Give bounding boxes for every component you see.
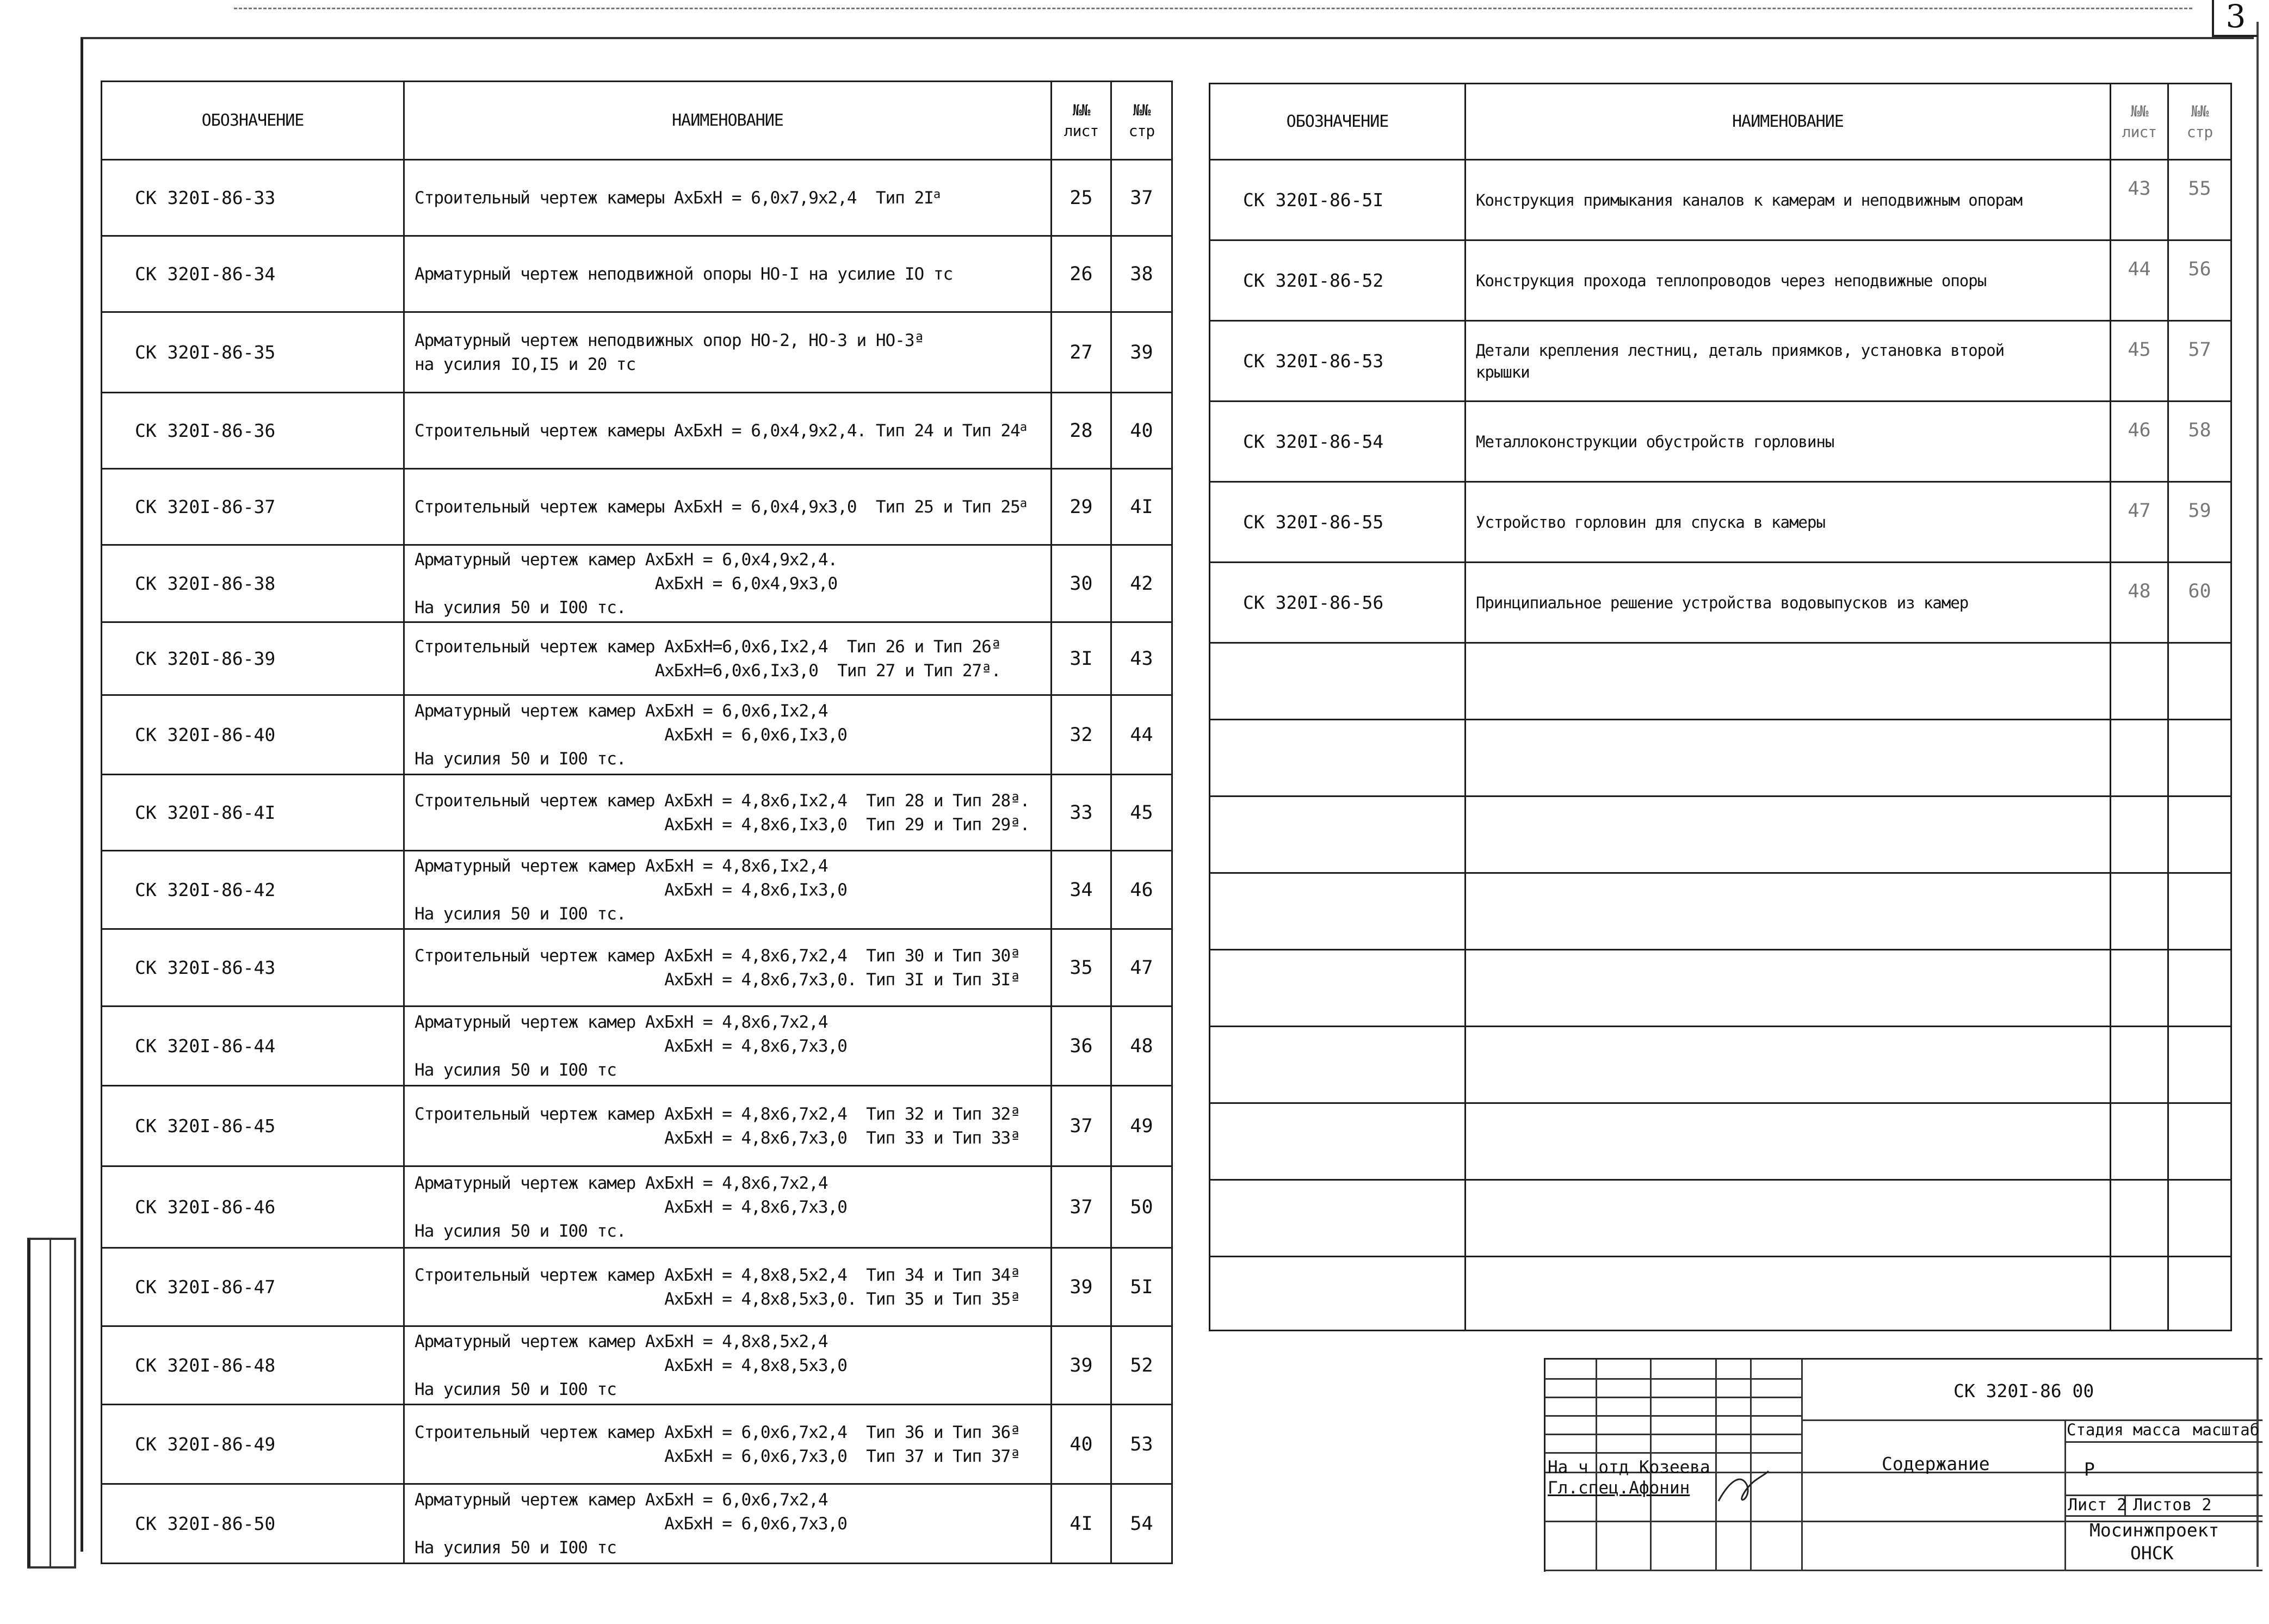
row-page-number: 54	[1111, 1484, 1172, 1564]
empty-cell	[1210, 643, 1466, 720]
row-page-number: 60	[2168, 563, 2231, 643]
empty-cell	[1466, 1103, 2111, 1180]
table-row	[102, 1006, 1172, 1086]
row-name: Устройство горловин для спуска в камеры	[1466, 482, 2111, 563]
empty-cell	[1210, 1180, 1466, 1257]
empty-cell	[2168, 873, 2231, 950]
row-page-number: 53	[1111, 1405, 1172, 1484]
empty-cell	[1466, 643, 2111, 720]
row-name: Строительный чертеж камеры АхБхН = 6,0х4,9х3,0 Тип 25 и Тип $25^а$	[404, 469, 1052, 545]
title-block	[1544, 1358, 2262, 1572]
row-page-number: 57	[2168, 321, 2231, 402]
row-name: Строительный чертеж камеры АхБхН = 6,0х4,9х2,4. Тип 24 и Тип $24^а$	[404, 393, 1052, 469]
row-sheet-number: 43	[2111, 160, 2168, 240]
row-designation: СК 320I-86-35	[102, 312, 404, 393]
table-row	[1210, 402, 2231, 482]
signatory-head: На ч отд Козеева	[1548, 1458, 1710, 1477]
row-designation: СК 320I-86-42	[102, 851, 404, 929]
left-table-header	[102, 82, 1172, 160]
table-row	[102, 622, 1172, 695]
row-name: Строительный чертеж камер АхБхН = 4,8х6,Iх2,4 Тип 28 и Тип 28ª. АхБхН = 4,8х6,Iх3,0 Тип 29 и Тип 29ª.	[404, 775, 1052, 851]
table-row	[102, 1166, 1172, 1248]
row-page-number: 38	[1111, 236, 1172, 312]
row-name: Конструкция прохода теплопроводов через неподвижные опоры	[1466, 240, 2111, 321]
table-row	[102, 1248, 1172, 1326]
row-name-superscript: а	[1019, 420, 1027, 434]
table-row	[102, 775, 1172, 851]
corner-page-number: 3	[2212, 0, 2258, 37]
signature-mark	[1714, 1468, 1774, 1512]
header-page: №№ стр	[2168, 84, 2231, 160]
empty-table-row	[1210, 1180, 2231, 1257]
row-designation: СК 320I-86-55	[1210, 482, 1466, 563]
table-row	[102, 695, 1172, 775]
header-designation: ОБОЗНАЧЕНИЕ	[1210, 84, 1466, 160]
row-page-number: 37	[1111, 160, 1172, 236]
empty-table-row	[1210, 643, 2231, 720]
row-page-number: 55	[2168, 160, 2231, 240]
row-designation: СК 320I-86-44	[102, 1006, 404, 1086]
empty-cell	[2168, 1103, 2231, 1180]
header-sheet: №№ лист	[2111, 84, 2168, 160]
row-name: Арматурный чертеж камер АхБхН = 4,8х8,5х2,4 АхБхН = 4,8х8,5х3,0 На усилия 50 и I00 тс	[404, 1326, 1052, 1405]
row-designation: СК 320I-86-37	[102, 469, 404, 545]
empty-cell	[1210, 796, 1466, 873]
row-name-superscript: а	[1019, 496, 1027, 510]
empty-cell	[1466, 873, 2111, 950]
signatory-chief-specialist: Гл.спец.Афонин	[1548, 1478, 1690, 1498]
empty-cell	[1466, 950, 2111, 1027]
empty-table-row	[1210, 796, 2231, 873]
empty-cell	[2111, 720, 2168, 796]
row-name: Арматурный чертеж камер АхБхН = 6,0х4,9х2,4. АхБхН = 6,0х4,9х3,0 На усилия 50 и I00 тс.	[404, 545, 1052, 622]
table-row	[102, 312, 1172, 393]
sheets-total: Листов 2	[2133, 1496, 2212, 1515]
empty-cell	[2111, 643, 2168, 720]
header-name: НАИМЕНОВАНИЕ	[1466, 84, 2111, 160]
right-border-line	[2256, 22, 2259, 1567]
row-sheet-number: 28	[1052, 393, 1111, 469]
row-designation: СК 320I-86-38	[102, 545, 404, 622]
empty-cell	[1210, 1027, 1466, 1103]
document-code: СК 320I-86 00	[1953, 1380, 2094, 1401]
row-sheet-number: 40	[1052, 1405, 1111, 1484]
row-sheet-number: 27	[1052, 312, 1111, 393]
header-page: №№ стр	[1111, 82, 1172, 160]
empty-table-row	[1210, 873, 2231, 950]
table-row	[1210, 482, 2231, 563]
empty-cell	[1466, 720, 2111, 796]
row-page-number: 5I	[1111, 1248, 1172, 1326]
row-sheet-number: 46	[2111, 402, 2168, 482]
row-page-number: 48	[1111, 1006, 1172, 1086]
row-designation: СК 320I-86-53	[1210, 321, 1466, 402]
organization-unit: ОНСК	[2130, 1542, 2174, 1564]
empty-cell	[2168, 1180, 2231, 1257]
row-page-number: 4I	[1111, 469, 1172, 545]
row-name: Арматурный чертеж неподвижных опор НО-2, НО-3 и НО-3ª на усилия IO,I5 и 20 тс	[404, 312, 1052, 393]
row-page-number: 56	[2168, 240, 2231, 321]
row-name: Строительный чертеж камер АхБхН = 4,8х8,5х2,4 Тип 34 и Тип 34ª АхБхН = 4,8х8,5х3,0. Тип 35 и Тип 35ª	[404, 1248, 1052, 1326]
row-sheet-number: 29	[1052, 469, 1111, 545]
row-sheet-number: 33	[1052, 775, 1111, 851]
row-name: Арматурный чертеж камер АхБхН = 4,8х6,7х2,4 АхБхН = 4,8х6,7х3,0 На усилия 50 и I00 тс.	[404, 1166, 1052, 1248]
side-stamp-box	[27, 1238, 76, 1569]
empty-cell	[2111, 1257, 2168, 1331]
row-name: Строительный чертеж камер АхБхН = 6,0х6,7х2,4 Тип 36 и Тип 36ª АхБхН = 6,0х6,7х3,0 Тип 37 и Тип 37ª	[404, 1405, 1052, 1484]
header-sheet: №№ лист	[1052, 82, 1111, 160]
empty-cell	[2111, 796, 2168, 873]
row-sheet-number: 47	[2111, 482, 2168, 563]
empty-cell	[1210, 720, 1466, 796]
empty-table-row	[1210, 720, 2231, 796]
row-name: Детали крепления лестниц, деталь приямков, установка второй крышки	[1466, 321, 2111, 402]
row-sheet-number: 45	[2111, 321, 2168, 402]
row-name: Строительный чертеж камер АхБхН = 4,8х6,7х2,4 Тип 30 и Тип 30ª АхБхН = 4,8х6,7х3,0. Тип 3I и Тип 3Iª	[404, 929, 1052, 1006]
table-row	[102, 236, 1172, 312]
table-row	[102, 929, 1172, 1006]
row-sheet-number: 48	[2111, 563, 2168, 643]
right-contents-table	[1209, 83, 2232, 1331]
row-designation: СК 320I-86-56	[1210, 563, 1466, 643]
row-designation: СК 320I-86-36	[102, 393, 404, 469]
header-designation: ОБОЗНАЧЕНИЕ	[102, 82, 404, 160]
row-designation: СК 320I-86-43	[102, 929, 404, 1006]
row-page-number: 42	[1111, 545, 1172, 622]
row-page-number: 50	[1111, 1166, 1172, 1248]
empty-cell	[2111, 1027, 2168, 1103]
row-page-number: 40	[1111, 393, 1172, 469]
empty-cell	[2168, 796, 2231, 873]
empty-cell	[1210, 1257, 1466, 1331]
row-sheet-number: 37	[1052, 1166, 1111, 1248]
row-page-number: 44	[1111, 695, 1172, 775]
row-designation: СК 320I-86-54	[1210, 402, 1466, 482]
stage-value: Р	[2084, 1459, 2095, 1480]
row-designation: СК 320I-86-50	[102, 1484, 404, 1564]
table-row	[1210, 563, 2231, 643]
row-sheet-number: 39	[1052, 1326, 1111, 1405]
row-name: Арматурный чертеж камер АхБхН = 4,8х6,Iх2,4 АхБхН = 4,8х6,Iх3,0 На усилия 50 и I00 тс.	[404, 851, 1052, 929]
table-row	[102, 469, 1172, 545]
row-name: Принципиальное решение устройства водовыпусков из камер	[1466, 563, 2111, 643]
row-page-number: 59	[2168, 482, 2231, 563]
row-designation: СК 320I-86-39	[102, 622, 404, 695]
row-sheet-number: 30	[1052, 545, 1111, 622]
top-border-line	[234, 8, 2192, 9]
document-title: Содержание	[1882, 1453, 1990, 1474]
empty-cell	[2111, 950, 2168, 1027]
scale-label: масштаб	[2193, 1421, 2260, 1439]
empty-table-row	[1210, 1027, 2231, 1103]
empty-cell	[2111, 1103, 2168, 1180]
empty-cell	[1466, 1257, 2111, 1331]
row-name: Строительный чертеж камер АхБхН=6,0х6,Iх2,4 Тип 26 и Тип 26ª АхБхН=6,0х6,Iх3,0 Тип 27 и Тип 27ª.	[404, 622, 1052, 695]
row-name: Конструкция примыкания каналов к камерам и неподвижным опорам	[1466, 160, 2111, 240]
stage-label: Стадия	[2067, 1421, 2124, 1439]
row-sheet-number: 44	[2111, 240, 2168, 321]
row-sheet-number: 37	[1052, 1086, 1111, 1166]
row-designation: СК 320I-86-45	[102, 1086, 404, 1166]
row-designation: СК 320I-86-49	[102, 1405, 404, 1484]
mass-label: масса	[2133, 1421, 2181, 1439]
row-sheet-number: 36	[1052, 1006, 1111, 1086]
row-sheet-number: 26	[1052, 236, 1111, 312]
table-row	[1210, 160, 2231, 240]
row-name: Арматурный чертеж камер АхБхН = 6,0х6,7х2,4 АхБхН = 6,0х6,7х3,0 На усилия 50 и I00 тс	[404, 1484, 1052, 1564]
empty-cell	[1210, 873, 1466, 950]
row-page-number: 39	[1111, 312, 1172, 393]
row-designation: СК 320I-86-46	[102, 1166, 404, 1248]
row-page-number: 46	[1111, 851, 1172, 929]
empty-cell	[2168, 1257, 2231, 1331]
row-designation: СК 320I-86-52	[1210, 240, 1466, 321]
row-sheet-number: 35	[1052, 929, 1111, 1006]
right-table-header	[1210, 84, 2231, 160]
table-row	[102, 393, 1172, 469]
row-sheet-number: 32	[1052, 695, 1111, 775]
empty-cell	[2168, 950, 2231, 1027]
table-row	[102, 1405, 1172, 1484]
sheet-number: Лист 2	[2068, 1496, 2127, 1515]
row-name: Арматурный чертеж неподвижной опоры НО-I на усилие IO тс	[404, 236, 1052, 312]
table-row	[102, 1326, 1172, 1405]
table-row	[102, 1086, 1172, 1166]
row-page-number: 49	[1111, 1086, 1172, 1166]
row-name: Строительный чертеж камеры АхБхН = 6,0х7,9х2,4 Тип $2I^а$	[404, 160, 1052, 236]
row-page-number: 47	[1111, 929, 1172, 1006]
row-name-superscript: а	[933, 187, 941, 201]
empty-cell	[2168, 1027, 2231, 1103]
row-name: Строительный чертеж камер АхБхН = 4,8х6,7х2,4 Тип 32 и Тип 32ª АхБхН = 4,8х6,7х3,0 Тип 33 и Тип 33ª	[404, 1086, 1052, 1166]
row-designation: СК 320I-86-34	[102, 236, 404, 312]
row-page-number: 52	[1111, 1326, 1172, 1405]
empty-cell	[2168, 720, 2231, 796]
empty-cell	[1466, 1180, 2111, 1257]
row-designation: СК 320I-86-48	[102, 1326, 404, 1405]
row-designation: СК 320I-86-4I	[102, 775, 404, 851]
table-row	[102, 851, 1172, 929]
empty-cell	[1466, 1027, 2111, 1103]
empty-cell	[2111, 873, 2168, 950]
row-page-number: 43	[1111, 622, 1172, 695]
row-sheet-number: 34	[1052, 851, 1111, 929]
empty-table-row	[1210, 1103, 2231, 1180]
left-contents-table	[101, 81, 1173, 1564]
row-name: Арматурный чертеж камер АхБхН = 6,0х6,Iх2,4 АхБхН = 6,0х6,Iх3,0 На усилия 50 и I00 тс.	[404, 695, 1052, 775]
row-sheet-number: 39	[1052, 1248, 1111, 1326]
empty-table-row	[1210, 950, 2231, 1027]
table-row	[102, 545, 1172, 622]
row-designation: СК 320I-86-47	[102, 1248, 404, 1326]
table-row	[1210, 240, 2231, 321]
empty-table-row	[1210, 1257, 2231, 1331]
row-name: Арматурный чертеж камер АхБхН = 4,8х6,7х2,4 АхБхН = 4,8х6,7х3,0 На усилия 50 и I00 тс	[404, 1006, 1052, 1086]
row-sheet-number: 4I	[1052, 1484, 1111, 1564]
empty-cell	[1210, 1103, 1466, 1180]
row-name: Металлоконструкции обустройств горловины	[1466, 402, 2111, 482]
header-name: НАИМЕНОВАНИЕ	[404, 82, 1052, 160]
row-designation: СК 320I-86-40	[102, 695, 404, 775]
empty-cell	[2168, 643, 2231, 720]
table-row	[102, 1484, 1172, 1564]
table-row	[102, 160, 1172, 236]
empty-cell	[1466, 796, 2111, 873]
empty-cell	[1210, 950, 1466, 1027]
row-designation: СК 320I-86-5I	[1210, 160, 1466, 240]
row-designation: СК 320I-86-33	[102, 160, 404, 236]
row-sheet-number: 25	[1052, 160, 1111, 236]
row-page-number: 45	[1111, 775, 1172, 851]
row-page-number: 58	[2168, 402, 2231, 482]
empty-cell	[2111, 1180, 2168, 1257]
organization-name: Мосинжпроект	[2089, 1520, 2219, 1541]
table-row	[1210, 321, 2231, 402]
row-sheet-number: 3I	[1052, 622, 1111, 695]
